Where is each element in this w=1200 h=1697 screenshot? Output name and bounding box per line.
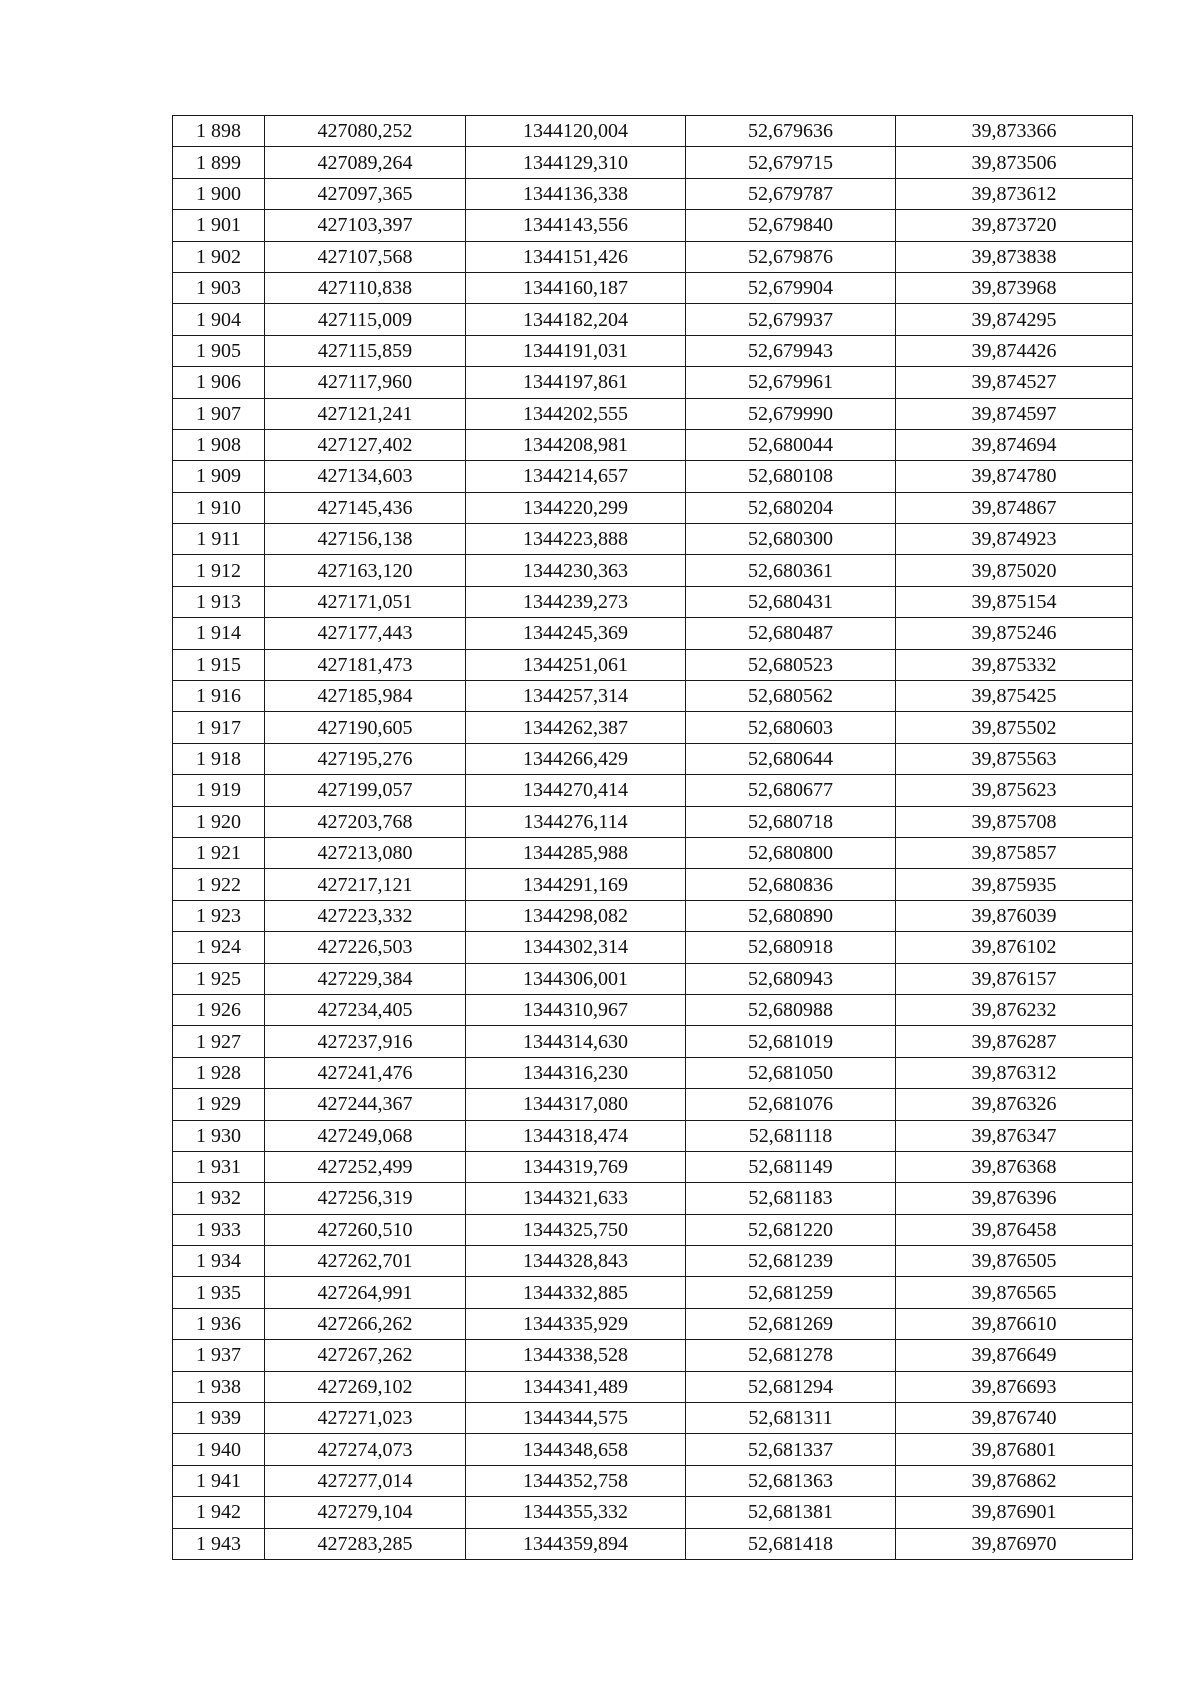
x-coordinate-cell: 427110,838	[265, 272, 466, 303]
y-coordinate-cell: 1344302,314	[466, 932, 686, 963]
x-coordinate-cell: 427241,476	[265, 1057, 466, 1088]
point-number-cell: 1 900	[173, 178, 265, 209]
table-row	[173, 335, 1133, 366]
latitude-cell: 52,679876	[686, 241, 896, 272]
table-row	[173, 241, 1133, 272]
x-coordinate-cell: 427199,057	[265, 775, 466, 806]
latitude-cell: 52,681118	[686, 1120, 896, 1151]
latitude-cell: 52,681050	[686, 1057, 896, 1088]
point-number-cell: 1 898	[173, 116, 265, 147]
longitude-cell: 39,876693	[896, 1371, 1133, 1402]
table-row	[173, 1151, 1133, 1182]
table-row	[173, 1277, 1133, 1308]
table-row	[173, 837, 1133, 868]
point-number-cell: 1 923	[173, 900, 265, 931]
y-coordinate-cell: 1344220,299	[466, 492, 686, 523]
table-row	[173, 775, 1133, 806]
x-coordinate-cell: 427267,262	[265, 1340, 466, 1371]
y-coordinate-cell: 1344197,861	[466, 367, 686, 398]
table-row	[173, 1120, 1133, 1151]
x-coordinate-cell: 427226,503	[265, 932, 466, 963]
latitude-cell: 52,681019	[686, 1026, 896, 1057]
y-coordinate-cell: 1344191,031	[466, 335, 686, 366]
longitude-cell: 39,876287	[896, 1026, 1133, 1057]
point-number-cell: 1 904	[173, 304, 265, 335]
table-row	[173, 586, 1133, 617]
y-coordinate-cell: 1344120,004	[466, 116, 686, 147]
latitude-cell: 52,680487	[686, 618, 896, 649]
point-number-cell: 1 929	[173, 1089, 265, 1120]
longitude-cell: 39,876396	[896, 1183, 1133, 1214]
x-coordinate-cell: 427244,367	[265, 1089, 466, 1120]
table-row	[173, 1497, 1133, 1528]
point-number-cell: 1 901	[173, 210, 265, 241]
latitude-cell: 52,680361	[686, 555, 896, 586]
table-row	[173, 932, 1133, 963]
y-coordinate-cell: 1344319,769	[466, 1151, 686, 1182]
latitude-cell: 52,681220	[686, 1214, 896, 1245]
longitude-cell: 39,873720	[896, 210, 1133, 241]
point-number-cell: 1 903	[173, 272, 265, 303]
y-coordinate-cell: 1344344,575	[466, 1403, 686, 1434]
table-row	[173, 429, 1133, 460]
latitude-cell: 52,679787	[686, 178, 896, 209]
table-row	[173, 1371, 1133, 1402]
x-coordinate-cell: 427190,605	[265, 712, 466, 743]
x-coordinate-cell: 427117,960	[265, 367, 466, 398]
longitude-cell: 39,874867	[896, 492, 1133, 523]
table-row	[173, 1026, 1133, 1057]
y-coordinate-cell: 1344306,001	[466, 963, 686, 994]
x-coordinate-cell: 427279,104	[265, 1497, 466, 1528]
x-coordinate-cell: 427217,121	[265, 869, 466, 900]
table-row	[173, 1089, 1133, 1120]
table-row	[173, 178, 1133, 209]
x-coordinate-cell: 427089,264	[265, 147, 466, 178]
longitude-cell: 39,876157	[896, 963, 1133, 994]
longitude-cell: 39,875935	[896, 869, 1133, 900]
point-number-cell: 1 899	[173, 147, 265, 178]
x-coordinate-cell: 427127,402	[265, 429, 466, 460]
longitude-cell: 39,876326	[896, 1089, 1133, 1120]
y-coordinate-cell: 1344230,363	[466, 555, 686, 586]
point-number-cell: 1 913	[173, 586, 265, 617]
longitude-cell: 39,876970	[896, 1528, 1133, 1559]
point-number-cell: 1 940	[173, 1434, 265, 1465]
latitude-cell: 52,681381	[686, 1497, 896, 1528]
x-coordinate-cell: 427262,701	[265, 1246, 466, 1277]
y-coordinate-cell: 1344314,630	[466, 1026, 686, 1057]
x-coordinate-cell: 427256,319	[265, 1183, 466, 1214]
latitude-cell: 52,679715	[686, 147, 896, 178]
latitude-cell: 52,681239	[686, 1246, 896, 1277]
table-row	[173, 649, 1133, 680]
longitude-cell: 39,876347	[896, 1120, 1133, 1151]
x-coordinate-cell: 427156,138	[265, 524, 466, 555]
point-number-cell: 1 905	[173, 335, 265, 366]
table-row	[173, 1340, 1133, 1371]
point-number-cell: 1 910	[173, 492, 265, 523]
longitude-cell: 39,875332	[896, 649, 1133, 680]
point-number-cell: 1 933	[173, 1214, 265, 1245]
latitude-cell: 52,681183	[686, 1183, 896, 1214]
longitude-cell: 39,873612	[896, 178, 1133, 209]
x-coordinate-cell: 427181,473	[265, 649, 466, 680]
longitude-cell: 39,876102	[896, 932, 1133, 963]
point-number-cell: 1 909	[173, 461, 265, 492]
y-coordinate-cell: 1344321,633	[466, 1183, 686, 1214]
x-coordinate-cell: 427264,991	[265, 1277, 466, 1308]
latitude-cell: 52,679636	[686, 116, 896, 147]
y-coordinate-cell: 1344143,556	[466, 210, 686, 241]
table-row	[173, 1434, 1133, 1465]
latitude-cell: 52,680523	[686, 649, 896, 680]
x-coordinate-cell: 427249,068	[265, 1120, 466, 1151]
longitude-cell: 39,875425	[896, 681, 1133, 712]
point-number-cell: 1 943	[173, 1528, 265, 1559]
latitude-cell: 52,681278	[686, 1340, 896, 1371]
x-coordinate-cell: 427145,436	[265, 492, 466, 523]
y-coordinate-cell: 1344208,981	[466, 429, 686, 460]
latitude-cell: 52,680988	[686, 994, 896, 1025]
table-row	[173, 116, 1133, 147]
y-coordinate-cell: 1344214,657	[466, 461, 686, 492]
point-number-cell: 1 911	[173, 524, 265, 555]
y-coordinate-cell: 1344318,474	[466, 1120, 686, 1151]
longitude-cell: 39,876039	[896, 900, 1133, 931]
y-coordinate-cell: 1344182,204	[466, 304, 686, 335]
y-coordinate-cell: 1344325,750	[466, 1214, 686, 1245]
point-number-cell: 1 939	[173, 1403, 265, 1434]
longitude-cell: 39,876801	[896, 1434, 1133, 1465]
table-row	[173, 1183, 1133, 1214]
point-number-cell: 1 908	[173, 429, 265, 460]
x-coordinate-cell: 427115,009	[265, 304, 466, 335]
latitude-cell: 52,680562	[686, 681, 896, 712]
x-coordinate-cell: 427213,080	[265, 837, 466, 868]
point-number-cell: 1 907	[173, 398, 265, 429]
point-number-cell: 1 922	[173, 869, 265, 900]
latitude-cell: 52,679961	[686, 367, 896, 398]
longitude-cell: 39,873838	[896, 241, 1133, 272]
longitude-cell: 39,874694	[896, 429, 1133, 460]
longitude-cell: 39,876740	[896, 1403, 1133, 1434]
latitude-cell: 52,680431	[686, 586, 896, 617]
x-coordinate-cell: 427266,262	[265, 1308, 466, 1339]
y-coordinate-cell: 1344285,988	[466, 837, 686, 868]
x-coordinate-cell: 427277,014	[265, 1465, 466, 1496]
x-coordinate-cell: 427195,276	[265, 743, 466, 774]
x-coordinate-cell: 427252,499	[265, 1151, 466, 1182]
y-coordinate-cell: 1344348,658	[466, 1434, 686, 1465]
point-number-cell: 1 926	[173, 994, 265, 1025]
point-number-cell: 1 918	[173, 743, 265, 774]
longitude-cell: 39,875563	[896, 743, 1133, 774]
y-coordinate-cell: 1344136,338	[466, 178, 686, 209]
latitude-cell: 52,680044	[686, 429, 896, 460]
table-row	[173, 461, 1133, 492]
latitude-cell: 52,680800	[686, 837, 896, 868]
latitude-cell: 52,681418	[686, 1528, 896, 1559]
point-number-cell: 1 938	[173, 1371, 265, 1402]
y-coordinate-cell: 1344352,758	[466, 1465, 686, 1496]
y-coordinate-cell: 1344298,082	[466, 900, 686, 931]
longitude-cell: 39,876368	[896, 1151, 1133, 1182]
x-coordinate-cell: 427234,405	[265, 994, 466, 1025]
table-row	[173, 272, 1133, 303]
x-coordinate-cell: 427229,384	[265, 963, 466, 994]
point-number-cell: 1 917	[173, 712, 265, 743]
x-coordinate-cell: 427171,051	[265, 586, 466, 617]
x-coordinate-cell: 427271,023	[265, 1403, 466, 1434]
point-number-cell: 1 915	[173, 649, 265, 680]
point-number-cell: 1 941	[173, 1465, 265, 1496]
latitude-cell: 52,681269	[686, 1308, 896, 1339]
point-number-cell: 1 924	[173, 932, 265, 963]
longitude-cell: 39,874923	[896, 524, 1133, 555]
x-coordinate-cell: 427269,102	[265, 1371, 466, 1402]
y-coordinate-cell: 1344129,310	[466, 147, 686, 178]
table-row	[173, 1214, 1133, 1245]
x-coordinate-cell: 427163,120	[265, 555, 466, 586]
point-number-cell: 1 934	[173, 1246, 265, 1277]
point-number-cell: 1 928	[173, 1057, 265, 1088]
longitude-cell: 39,876901	[896, 1497, 1133, 1528]
y-coordinate-cell: 1344239,273	[466, 586, 686, 617]
point-number-cell: 1 932	[173, 1183, 265, 1214]
table-row	[173, 1246, 1133, 1277]
y-coordinate-cell: 1344151,426	[466, 241, 686, 272]
x-coordinate-cell: 427121,241	[265, 398, 466, 429]
longitude-cell: 39,876649	[896, 1340, 1133, 1371]
latitude-cell: 52,680204	[686, 492, 896, 523]
x-coordinate-cell: 427260,510	[265, 1214, 466, 1245]
coordinates-table	[172, 115, 1133, 1560]
latitude-cell: 52,681311	[686, 1403, 896, 1434]
point-number-cell: 1 937	[173, 1340, 265, 1371]
y-coordinate-cell: 1344223,888	[466, 524, 686, 555]
table-row	[173, 524, 1133, 555]
y-coordinate-cell: 1344328,843	[466, 1246, 686, 1277]
longitude-cell: 39,876565	[896, 1277, 1133, 1308]
table-row	[173, 994, 1133, 1025]
y-coordinate-cell: 1344355,332	[466, 1497, 686, 1528]
longitude-cell: 39,875020	[896, 555, 1133, 586]
longitude-cell: 39,875857	[896, 837, 1133, 868]
latitude-cell: 52,681149	[686, 1151, 896, 1182]
longitude-cell: 39,876610	[896, 1308, 1133, 1339]
latitude-cell: 52,680836	[686, 869, 896, 900]
coordinates-table-body	[173, 116, 1133, 1560]
point-number-cell: 1 936	[173, 1308, 265, 1339]
x-coordinate-cell: 427237,916	[265, 1026, 466, 1057]
table-row	[173, 492, 1133, 523]
y-coordinate-cell: 1344341,489	[466, 1371, 686, 1402]
latitude-cell: 52,679990	[686, 398, 896, 429]
longitude-cell: 39,874780	[896, 461, 1133, 492]
longitude-cell: 39,875154	[896, 586, 1133, 617]
latitude-cell: 52,680300	[686, 524, 896, 555]
table-row	[173, 900, 1133, 931]
point-number-cell: 1 925	[173, 963, 265, 994]
table-row	[173, 869, 1133, 900]
table-row	[173, 681, 1133, 712]
longitude-cell: 39,874597	[896, 398, 1133, 429]
latitude-cell: 52,679943	[686, 335, 896, 366]
point-number-cell: 1 930	[173, 1120, 265, 1151]
point-number-cell: 1 942	[173, 1497, 265, 1528]
table-row	[173, 398, 1133, 429]
table-row	[173, 210, 1133, 241]
longitude-cell: 39,875708	[896, 806, 1133, 837]
point-number-cell: 1 931	[173, 1151, 265, 1182]
x-coordinate-cell: 427107,568	[265, 241, 466, 272]
x-coordinate-cell: 427223,332	[265, 900, 466, 931]
latitude-cell: 52,680644	[686, 743, 896, 774]
table-row	[173, 743, 1133, 774]
x-coordinate-cell: 427097,365	[265, 178, 466, 209]
table-row	[173, 1403, 1133, 1434]
latitude-cell: 52,680108	[686, 461, 896, 492]
y-coordinate-cell: 1344332,885	[466, 1277, 686, 1308]
y-coordinate-cell: 1344276,114	[466, 806, 686, 837]
latitude-cell: 52,679840	[686, 210, 896, 241]
latitude-cell: 52,681076	[686, 1089, 896, 1120]
latitude-cell: 52,680890	[686, 900, 896, 931]
latitude-cell: 52,679904	[686, 272, 896, 303]
latitude-cell: 52,680603	[686, 712, 896, 743]
y-coordinate-cell: 1344338,528	[466, 1340, 686, 1371]
y-coordinate-cell: 1344245,369	[466, 618, 686, 649]
table-row	[173, 147, 1133, 178]
longitude-cell: 39,874527	[896, 367, 1133, 398]
y-coordinate-cell: 1344270,414	[466, 775, 686, 806]
y-coordinate-cell: 1344359,894	[466, 1528, 686, 1559]
longitude-cell: 39,874426	[896, 335, 1133, 366]
longitude-cell: 39,876312	[896, 1057, 1133, 1088]
table-row	[173, 367, 1133, 398]
longitude-cell: 39,875502	[896, 712, 1133, 743]
y-coordinate-cell: 1344262,387	[466, 712, 686, 743]
longitude-cell: 39,873366	[896, 116, 1133, 147]
table-row	[173, 1308, 1133, 1339]
x-coordinate-cell: 427134,603	[265, 461, 466, 492]
table-row	[173, 712, 1133, 743]
y-coordinate-cell: 1344202,555	[466, 398, 686, 429]
point-number-cell: 1 914	[173, 618, 265, 649]
table-row	[173, 304, 1133, 335]
point-number-cell: 1 902	[173, 241, 265, 272]
point-number-cell: 1 920	[173, 806, 265, 837]
y-coordinate-cell: 1344310,967	[466, 994, 686, 1025]
x-coordinate-cell: 427115,859	[265, 335, 466, 366]
latitude-cell: 52,681337	[686, 1434, 896, 1465]
x-coordinate-cell: 427274,073	[265, 1434, 466, 1465]
table-row	[173, 1057, 1133, 1088]
latitude-cell: 52,680677	[686, 775, 896, 806]
point-number-cell: 1 935	[173, 1277, 265, 1308]
table-row	[173, 1528, 1133, 1559]
longitude-cell: 39,875246	[896, 618, 1133, 649]
latitude-cell: 52,681363	[686, 1465, 896, 1496]
latitude-cell: 52,681259	[686, 1277, 896, 1308]
x-coordinate-cell: 427103,397	[265, 210, 466, 241]
point-number-cell: 1 916	[173, 681, 265, 712]
point-number-cell: 1 912	[173, 555, 265, 586]
x-coordinate-cell: 427080,252	[265, 116, 466, 147]
y-coordinate-cell: 1344335,929	[466, 1308, 686, 1339]
latitude-cell: 52,679937	[686, 304, 896, 335]
longitude-cell: 39,874295	[896, 304, 1133, 335]
longitude-cell: 39,876232	[896, 994, 1133, 1025]
latitude-cell: 52,680718	[686, 806, 896, 837]
table-row	[173, 1465, 1133, 1496]
y-coordinate-cell: 1344266,429	[466, 743, 686, 774]
y-coordinate-cell: 1344160,187	[466, 272, 686, 303]
table-row	[173, 963, 1133, 994]
point-number-cell: 1 906	[173, 367, 265, 398]
latitude-cell: 52,681294	[686, 1371, 896, 1402]
latitude-cell: 52,680918	[686, 932, 896, 963]
longitude-cell: 39,876505	[896, 1246, 1133, 1277]
y-coordinate-cell: 1344291,169	[466, 869, 686, 900]
y-coordinate-cell: 1344251,061	[466, 649, 686, 680]
table-row	[173, 618, 1133, 649]
x-coordinate-cell: 427185,984	[265, 681, 466, 712]
latitude-cell: 52,680943	[686, 963, 896, 994]
longitude-cell: 39,876862	[896, 1465, 1133, 1496]
point-number-cell: 1 919	[173, 775, 265, 806]
x-coordinate-cell: 427177,443	[265, 618, 466, 649]
y-coordinate-cell: 1344316,230	[466, 1057, 686, 1088]
longitude-cell: 39,873968	[896, 272, 1133, 303]
longitude-cell: 39,876458	[896, 1214, 1133, 1245]
longitude-cell: 39,873506	[896, 147, 1133, 178]
table-row	[173, 555, 1133, 586]
point-number-cell: 1 927	[173, 1026, 265, 1057]
y-coordinate-cell: 1344317,080	[466, 1089, 686, 1120]
table-row	[173, 806, 1133, 837]
point-number-cell: 1 921	[173, 837, 265, 868]
x-coordinate-cell: 427283,285	[265, 1528, 466, 1559]
longitude-cell: 39,875623	[896, 775, 1133, 806]
y-coordinate-cell: 1344257,314	[466, 681, 686, 712]
x-coordinate-cell: 427203,768	[265, 806, 466, 837]
